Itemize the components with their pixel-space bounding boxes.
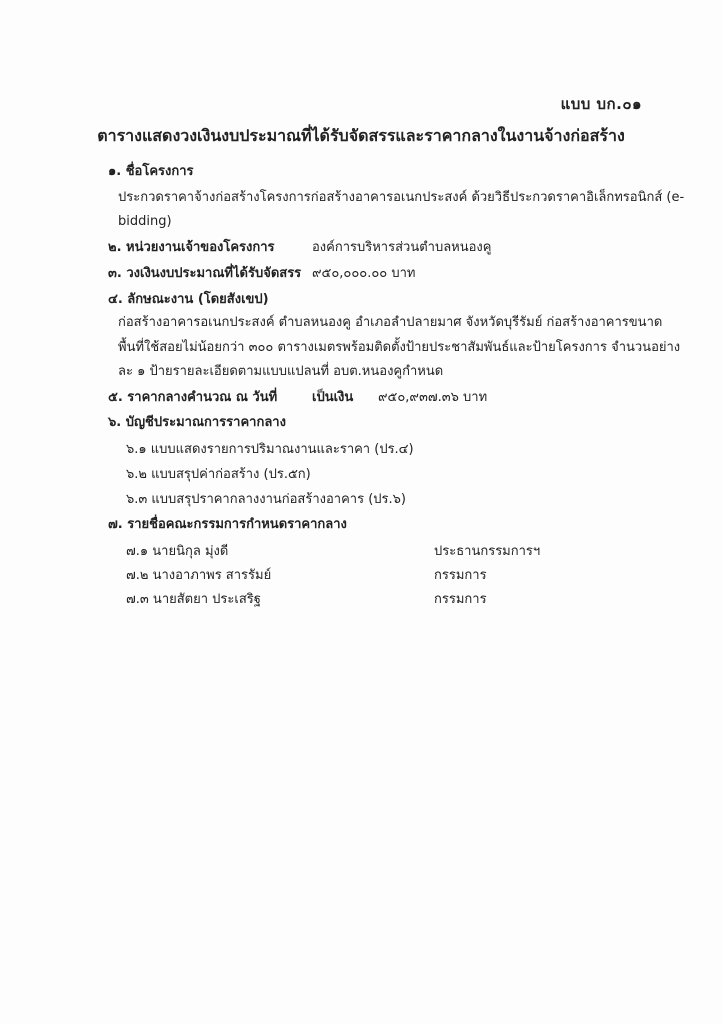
section5-value-label: เป็นเงิน	[312, 390, 354, 405]
section4-text-line3: ละ ๑ ป้ายรายละเอียดตามแบบแปลนที่ อบต.หนองคูกำหนด	[118, 364, 444, 379]
section5-value: ๙๕๐,๙๓๗.๓๖ บาท	[378, 390, 488, 405]
committee-member-role: กรรมการ	[434, 592, 487, 607]
form-code: แบบ บก.๐๑	[560, 95, 642, 113]
section3-heading: ๓. วงเงินงบประมาณที่ได้รับจัดสรร	[108, 266, 302, 281]
committee-member-name: ๗.๓ นายสัตยา ประเสริฐ	[126, 592, 261, 607]
section6-item: ๖.๒ แบบสรุปค่าก่อสร้าง (ปร.๕ก)	[126, 467, 311, 482]
section1-text-line1: ประกวดราคาจ้างก่อสร้างโครงการก่อสร้างอาคารอเนกประสงค์ ด้วยวิธีประกวดราคาอิเล็กทรอนิกส์ (e-	[118, 190, 685, 205]
committee-member-role: กรรมการ	[434, 568, 487, 583]
document-title: ตารางแสดงวงเงินงบประมาณที่ได้รับจัดสรรและราคากลางในงานจ้างก่อสร้าง	[97, 126, 625, 145]
section6-item: ๖.๑ แบบแสดงรายการปริมาณงานและราคา (ปร.๔)	[126, 442, 414, 457]
committee-member-name: ๗.๑ นายนิกุล มุ่งดี	[126, 544, 229, 559]
section2-value: องค์การบริหารส่วนตำบลหนองคู	[312, 240, 492, 255]
section5-heading: ๕. ราคากลางคำนวณ ณ วันที่	[108, 390, 278, 405]
section1-heading: ๑. ชื่อโครงการ	[108, 164, 194, 179]
committee-member-name: ๗.๒ นางอาภาพร สารรัมย์	[126, 568, 272, 583]
section6-item: ๖.๓ แบบสรุปราคากลางงานก่อสร้างอาคาร (ปร.๖)	[126, 492, 406, 507]
section1-text-line2: bidding)	[118, 214, 172, 229]
section7-heading: ๗. รายชื่อคณะกรรมการกำหนดราคากลาง	[108, 517, 347, 532]
section3-value: ๙๕๐,๐๐๐.๐๐ บาท	[312, 266, 416, 281]
section6-heading: ๖. บัญชีประมาณการราคากลาง	[108, 415, 286, 430]
section2-heading: ๒. หน่วยงานเจ้าของโครงการ	[108, 240, 275, 255]
committee-member-role: ประธานกรรมการฯ	[434, 544, 541, 559]
section4-text-line2: พื้นที่ใช้สอยไม่น้อยกว่า ๓๐๐ ตารางเมตรพร้อมติดตั้งป้ายประชาสัมพันธ์และป้ายโครงการ จำนวนอย่าง	[118, 340, 681, 355]
section4-text-line1: ก่อสร้างอาคารอเนกประสงค์ ตำบลหนองคู อำเภอลำปลายมาศ จังหวัดบุรีรัมย์ ก่อสร้างอาคารขนาด	[118, 315, 663, 330]
section4-heading: ๔. ลักษณะงาน (โดยสังเขป)	[108, 292, 269, 307]
